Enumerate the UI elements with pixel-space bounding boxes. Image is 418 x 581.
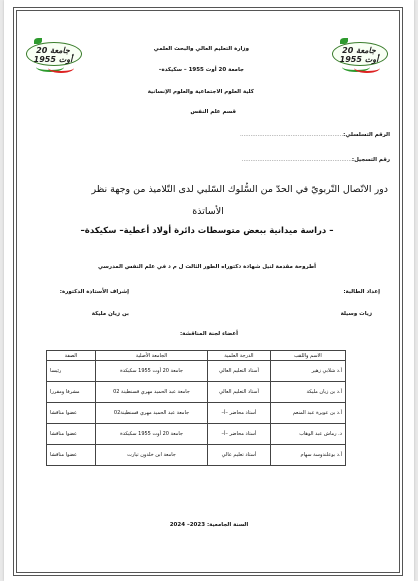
faculty-line: كلية العلوم الاجتماعية والعلوم الإنسانية xyxy=(147,89,254,95)
ministry-line: وزارة التعليم العالي والبحث العلمي xyxy=(153,46,249,52)
member-role: عضوا مناقشا xyxy=(47,445,96,466)
thesis-title-line1: دور الاتّصال التّربويّ في الحدّ من السُّلوك السّلبي لدى التّلاميذ من وجهة نظر xyxy=(91,184,388,195)
table-row xyxy=(47,361,346,382)
member-name: أ.د بن عويرة عبد المنعم xyxy=(270,403,345,424)
member-rank: أستاذ التعليم العالي xyxy=(208,361,271,382)
university-logo-right: جامعة 20 أوت 1955 xyxy=(332,36,388,74)
department-line: قسم علم النفس xyxy=(190,109,236,115)
member-rank: أستاذ تعليم عالي xyxy=(208,445,271,466)
registration-number-dots: ............................................................... xyxy=(241,157,352,163)
member-university: جامعة عبد الحميد مهري قسنطينة02 xyxy=(95,403,207,424)
member-university: جامعة ابن خلدون تيارت xyxy=(95,445,207,466)
member-name: أ.د بوعلندوسة سهام xyxy=(270,445,345,466)
university-line: جامعة 20 أوت 1955 – سكيكدة– xyxy=(158,67,244,73)
student-name: زيات وسيلة xyxy=(340,311,372,317)
column-header: الدرجة العلمية xyxy=(208,351,271,361)
member-rank: أستاذ محاضر –أ– xyxy=(208,424,271,445)
document-page xyxy=(4,0,414,581)
member-name: د. رماش عبد الوهاب xyxy=(270,424,345,445)
member-name: أ.د شلابي زهير xyxy=(270,361,345,382)
serial-number-dots: ........................................................... xyxy=(239,132,344,138)
member-role: رئيسا xyxy=(47,361,96,382)
column-header: الاسم واللقب xyxy=(270,351,345,361)
member-role: عضوا مناقشا xyxy=(47,403,96,424)
member-role: مشرفا ومقررا xyxy=(47,382,96,403)
thesis-subtitle: – دراسة ميدانية ببعض متوسطات دائرة أولاد أعطية– سكيكدة– xyxy=(80,226,334,236)
committee-table xyxy=(46,350,346,466)
table-row xyxy=(47,445,346,466)
serial-number-field xyxy=(240,132,390,138)
column-header: الجامعة الأصلية xyxy=(95,351,207,361)
thesis-description: أطروحة مقدمة لنيل شهادة دكتوراه الطور الثالث ل م د في علم النفس المدرسي xyxy=(97,264,317,270)
table-row xyxy=(47,403,346,424)
registration-number-field xyxy=(242,157,390,163)
column-header: الصفة xyxy=(47,351,96,361)
committee-table-header xyxy=(47,351,346,361)
member-name: أ.د بن زيان مليكة xyxy=(270,382,345,403)
supervisor-name: بن زيان مليكة xyxy=(91,311,129,317)
supervisor-label: إشراف الأستاذة الدكتورة: xyxy=(59,289,129,295)
university-logo-left: جامعة 20 أوت 1955 xyxy=(26,36,82,74)
prepared-by-label: إعداد الطالبة: xyxy=(343,289,380,295)
table-row xyxy=(47,424,346,445)
member-rank: أستاذ محاضر –أ– xyxy=(208,403,271,424)
member-university: جامعة 20 أوت 1955 سكيكدة xyxy=(95,361,207,382)
registration-number-label: رقم التسجيل: xyxy=(351,157,390,163)
academic-year: السنة الجامعية: 2023– 2024 xyxy=(169,522,249,528)
member-role: عضوا مناقشا xyxy=(47,424,96,445)
member-rank: أستاذ التعليم العالي xyxy=(208,382,271,403)
serial-number-label: الرقم التسلسلي: xyxy=(343,132,390,138)
table-row xyxy=(47,382,346,403)
thesis-title-line2: الأساتذة xyxy=(192,206,224,217)
member-university: جامعة عبد الحميد مهري قسنطينة 02 xyxy=(95,382,207,403)
committee-heading: أعضاء لجنة المناقشة: xyxy=(179,331,239,337)
member-university: جامعة 20 أوت 1955 سكيكدة xyxy=(95,424,207,445)
